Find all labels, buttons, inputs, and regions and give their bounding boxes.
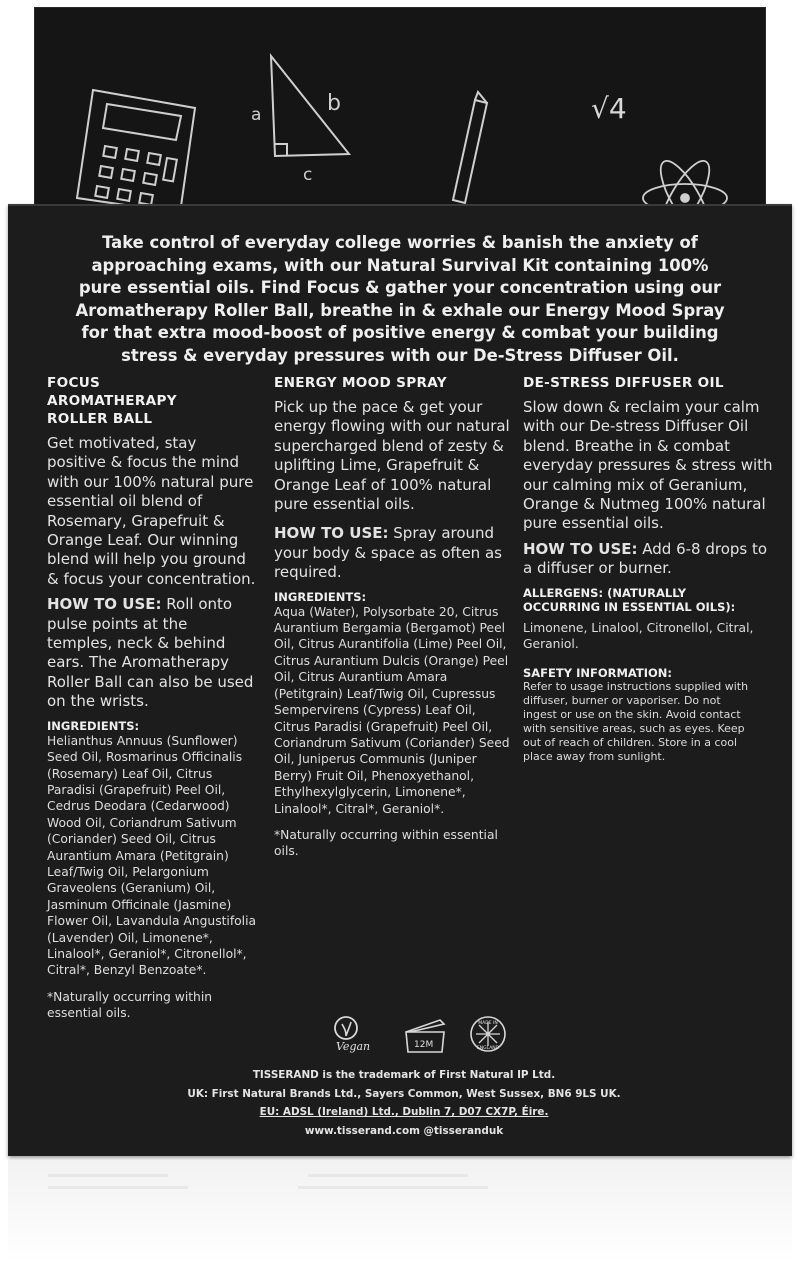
focus-title-line2: AROMATHERAPY <box>47 393 177 409</box>
destress-allergens-label: ALLERGENS: (NATURALLY OCCURRING IN ESSENTIAL OILS): <box>523 585 736 614</box>
focus-how-text: Roll onto pulse points at the temples, neck & behind ears. The Aromatherapy Roller Ball can also be used on the wrists. <box>47 595 254 711</box>
energy-title: ENERGY MOOD SPRAY <box>274 375 447 391</box>
doodle-label-c: c <box>303 165 313 185</box>
energy-how-label: HOW TO USE: <box>274 524 389 543</box>
calculator-doodle <box>77 90 195 212</box>
focus-footnote: *Naturally occurring within essential oils. <box>47 989 213 1021</box>
energy-description: Pick up the pace & get your energy flowing with our natural supercharged blend of zesty & uplifting Lime, Grapefruit & Orange Leaf of 100% natural pure essential oils. <box>274 398 510 514</box>
box-back-panel <box>8 204 792 1156</box>
focus-title-line1: FOCUS <box>47 375 101 391</box>
uk-address: UK: First Natural Brands Ltd., Sayers Common, West Sussex, BN6 9LS UK. <box>187 1087 621 1100</box>
energy-ingredients: Aqua (Water), Polysorbate 20, Citrus Aurantium Bergamia (Bergamot) Peel Oil, Citrus Aurantifolia (Lime) Peel Oil, Citrus Aurantium Dulcis (Orange) Peel Oil, Citrus Aurantium Amara (Petitgrain) Leaf/Twig Oil, Cupressus Sempervirens (Cypress) Leaf Oil, Citrus Paradisi (Grapefruit) Peel Oil, Coriandrum Sativum (Coriander) Seed Oil, Juniperus Communis (Juniper Berry) Fruit Oil, Phenoxyethanol, Ethylhexylglycerin, Limonene*, Linalool*, Citral*, Geraniol*. <box>274 604 510 816</box>
made-in-label: MADE IN <box>478 1021 498 1026</box>
focus-ingredients: Helianthus Annuus (Sunflower) Seed Oil, Rosmarinus Officinalis (Rosemary) Leaf Oil, Citrus Paradisi (Grapefruit) Peel Oil, Cedrus Deodara (Cedarwood) Wood Oil, Coriandrum Sativum (Coriander) Seed Oil, Citrus Aurantium Amara (Petitgrain) Leaf/Twig Oil, Pelargonium Graveolens (Geranium) Oil, Jasminum Officinale (Jasmine) Flower Oil, Lavandula Angustifolia (Lavender) Oil, Limonene*, Linalool*, Geraniol*, Citronellol*, Citral*, Benzyl Benzoate*. <box>47 733 257 978</box>
destress-how-text: Add 6-8 drops to a diffuser or burner. <box>523 539 768 578</box>
focus-ingredients-label: INGREDIENTS: <box>47 718 140 733</box>
energy-footnote: *Naturally occurring within essential oils. <box>274 827 498 859</box>
focus-title-line3: ROLLER BALL <box>47 411 153 427</box>
england-label: ENGLAND <box>476 1046 500 1051</box>
vegan-icon <box>328 1014 382 1054</box>
destress-description: Slow down & reclaim your calm with our De-stress Diffuser Oil blend. Breathe in & combat everyday pressures & stress with our calming mix of Geranium, Orange & Nutmeg 100% natural pure essential oils. <box>523 398 773 533</box>
doodle-label-b: b <box>327 91 341 116</box>
reflection-line <box>298 1186 488 1189</box>
energy-ingredients-label: INGREDIENTS: <box>274 589 367 604</box>
box-back-flap <box>34 7 766 212</box>
destress-allergens: Limonene, Linalool, Citronellol, Citral, Geraniol. <box>523 620 754 652</box>
energy-how-text: Spray around your body & space as often as required. <box>274 524 502 582</box>
period-after-opening-icon <box>400 1014 450 1054</box>
surface-reflection <box>8 1160 792 1264</box>
reflection-line <box>308 1174 468 1177</box>
intro-paragraph: Take control of everyday college worries & banish the anxiety of approaching exams, with our Natural Survival Kit containing 100% pure essential oils. Find Focus & gather your concentration using our Aromatherapy Roller Ball, breathe in & exhale our Energy Mood Spray for that extra mood-boost of positive energy & combat your building stress & everyday pressures with our De-Stress Diffuser Oil. <box>75 233 725 365</box>
destress-how-to-use <box>523 540 773 579</box>
doodle-illustrations <box>35 8 766 212</box>
reflection-line <box>48 1186 188 1189</box>
legal-info <box>174 1066 634 1140</box>
vegan-label: Vegan <box>336 1040 371 1053</box>
certification-badges <box>328 1014 508 1054</box>
reflection-line <box>48 1174 168 1177</box>
focus-description: Get motivated, stay positive & focus the mind with our 100% natural pure essential oil blend of Rosemary, Grapefruit & Orange Leaf. Our winning blend will help you ground & focus your concentration. <box>47 434 256 588</box>
eu-address: EU: ADSL (Ireland) Ltd., Dublin 7, D07 CX7P, Éire. <box>259 1106 549 1119</box>
pao-label: 12M <box>414 1040 434 1050</box>
trademark-text: is the trademark of First Natural IP Ltd. <box>318 1069 556 1081</box>
focus-how-label: HOW TO USE: <box>47 595 162 614</box>
made-in-england-icon <box>468 1014 508 1054</box>
destress-safety-label: SAFETY INFORMATION: <box>523 666 673 681</box>
focus-how-to-use <box>47 595 257 711</box>
destress-how-label: HOW TO USE: <box>523 539 638 558</box>
focus-roller-column <box>47 374 257 1022</box>
destress-title: DE-STRESS DIFFUSER OIL <box>523 375 724 391</box>
destress-oil-column <box>523 374 773 764</box>
energy-how-to-use <box>274 524 514 582</box>
doodle-label-a: a <box>251 105 262 125</box>
pencil-doodle <box>453 92 487 203</box>
doodle-label-sqrt: √4 <box>591 92 627 125</box>
website-link[interactable]: www.tisserand.com @tisseranduk <box>304 1124 504 1137</box>
destress-safety: Refer to usage instructions supplied with diffuser, burner or vaporiser. Do not ingest or use on the skin. Avoid contact with sensitive areas, such as eyes. Keep out of reach of children. Store in a cool place away from sunlight. <box>523 680 749 764</box>
brand-name: TISSERAND <box>252 1069 319 1081</box>
trademark-line <box>174 1066 634 1085</box>
energy-spray-column <box>274 374 514 860</box>
